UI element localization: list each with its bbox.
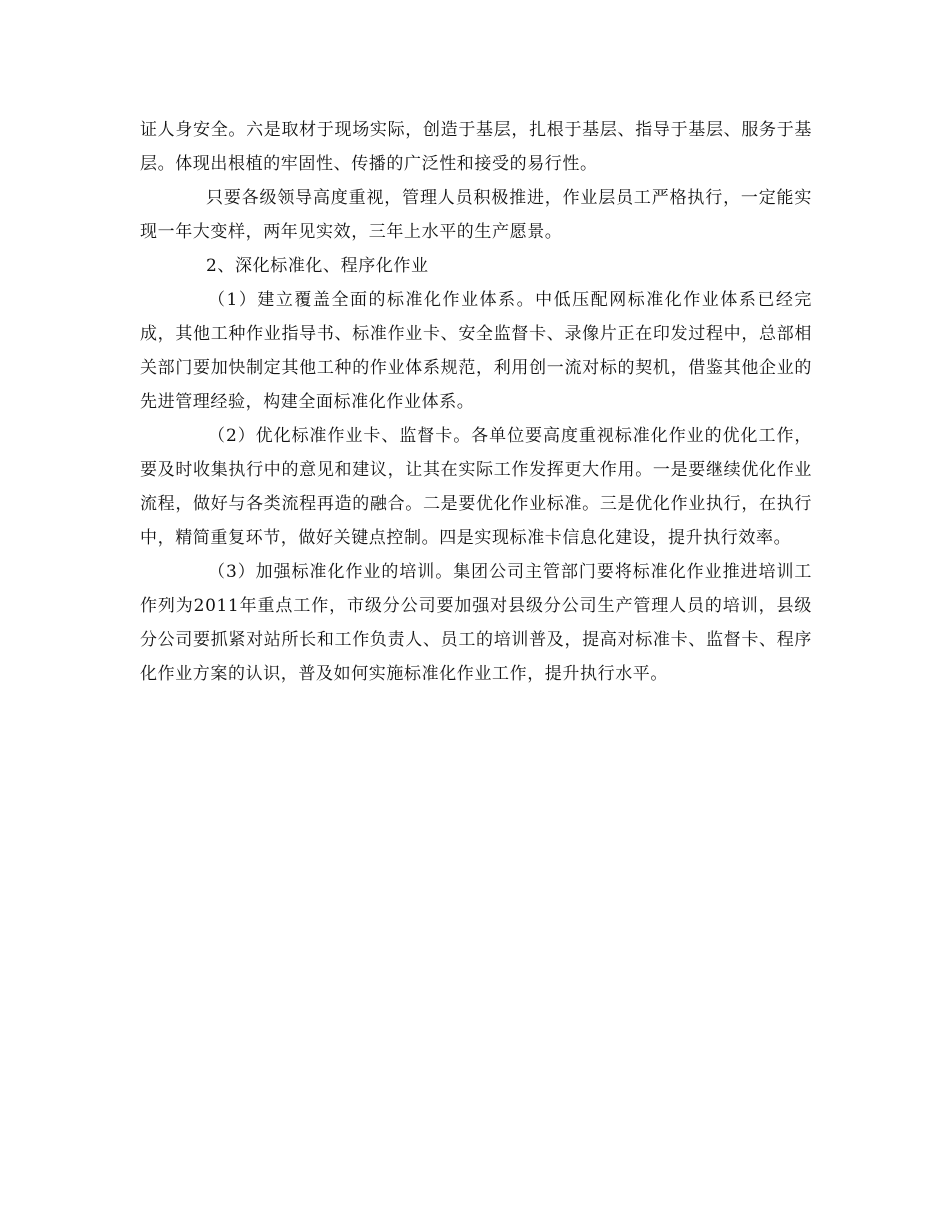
paragraph-continuation: 证人身安全。六是取材于现场实际，创造于基层，扎根于基层、指导于基层、服务于基层。体现出根植的牢固性、传播的广泛性和接受的易行性。 [140,120,812,174]
paragraph-vision: 只要各级领导高度重视，管理人员积极推进，作业层员工严格执行，一定能实现一年大变样，两年见实效，三年上水平的生产愿景。 [140,188,812,242]
paragraph-item-2: （2）优化标准作业卡、监督卡。各单位要高度重视标准化作业的优化工作，要及时收集执行中的意见和建议，让其在实际工作发挥更大作用。一是要继续优化作业流程，做好与各类流程再造的融合。二是要优化作业标准。三是优化作业执行，在执行中，精简重复环节，做好关键点控制。四是实现标准卡信息化建设，提升执行效率。 [140,426,812,548]
paragraph-item-1: （1）建立覆盖全面的标准化作业体系。中低压配网标准化作业体系已经完成，其他工种作业指导书、标准作业卡、安全监督卡、录像片正在印发过程中，总部相关部门要加快制定其他工种的作业体系规范，利用创一流对标的契机，借鉴其他企业的先进管理经验，构建全面标准化作业体系。 [140,290,812,412]
section-heading-standardization: 2、深化标准化、程序化作业 [206,256,429,276]
document-body [140,113,812,691]
paragraph-item-3: （3）加强标准化作业的培训。集团公司主管部门要将标准化作业推进培训工作列为2011年重点工作，市级分公司要加强对县级分公司生产管理人员的培训，县级分公司要抓紧对站所长和工作负责人、员工的培训普及，提高对标准卡、监督卡、程序化作业方案的认识，普及如何实施标准化作业工作，提升执行水平。 [140,562,812,684]
